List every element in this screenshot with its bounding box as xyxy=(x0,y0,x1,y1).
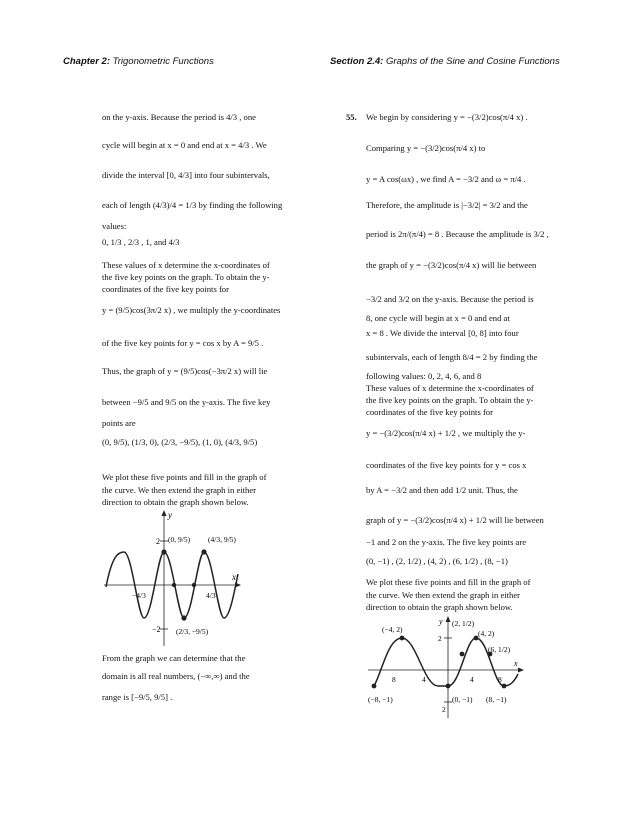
text-line: 0, 1/3 , 2/3 , 1, and 4/3 xyxy=(102,237,180,247)
text-line: (0, −1) , (2, 1/2) , (4, 2) , (6, 1/2) , (8, −1) xyxy=(366,556,508,566)
x-tick-label: 4 xyxy=(422,675,426,684)
text-line: subintervals, each of length 8/4 = 2 by finding the xyxy=(366,352,538,362)
x-tick-label: 4/3 xyxy=(206,591,216,600)
text-line: by A = −3/2 and then add 1/2 unit. Thus, the xyxy=(366,485,518,495)
key-point xyxy=(172,583,176,587)
x-tick-label: −4/3 xyxy=(132,591,146,600)
point-label: (0, −1) xyxy=(452,695,473,704)
text-line: 8, one cycle will begin at x = 0 and end at xyxy=(366,313,510,323)
text-line: cycle will begin at x = 0 and end at x = 4/3 . We xyxy=(102,140,267,150)
text-line: values: xyxy=(102,221,127,231)
y-axis-arrow xyxy=(446,616,451,622)
x-axis-label: x xyxy=(232,572,236,582)
y-tick-label: 2 xyxy=(442,705,446,714)
problem-number: 55. xyxy=(346,112,357,122)
text-line: We plot these five points and fill in the graph of xyxy=(366,577,531,587)
text-line: the curve. We then extend the graph in either xyxy=(366,590,521,600)
key-point xyxy=(460,652,465,657)
x-tick-label: 4 xyxy=(470,675,474,684)
text-line: each of length (4/3)/4 = 1/3 by finding the following xyxy=(102,200,283,210)
text-line: coordinates of the five key points for y = cos x xyxy=(366,460,527,470)
text-line: direction to obtain the graph shown below. xyxy=(102,497,249,507)
text-line: direction to obtain the graph shown below. xyxy=(366,602,513,612)
point-label: (8, −1) xyxy=(486,695,507,704)
text-line: divide the interval [0, 4/3] into four subintervals, xyxy=(102,170,270,180)
key-point xyxy=(192,583,196,587)
x-tick-label: 8 xyxy=(392,675,396,684)
text-line: the five key points on the graph. To obtain the y- xyxy=(366,395,534,405)
x-tick-label: 8 xyxy=(498,675,502,684)
text-line: on the y-axis. Because the period is 4/3 , one xyxy=(102,112,256,122)
point-label: (−8, −1) xyxy=(368,695,393,704)
chapter-title: Trigonometric Functions xyxy=(112,56,214,67)
text-line: following values: 0, 2, 4, 6, and 8 xyxy=(366,371,482,381)
y-tick-label: 2 xyxy=(438,634,442,643)
text-line: of the five key points for y = cos x by A = 9/5 . xyxy=(102,338,264,348)
point-label: (2/3, −9/5) xyxy=(176,627,209,636)
key-point xyxy=(446,684,451,689)
y-axis-label: y xyxy=(439,617,443,626)
text-line: the five key points on the graph. To obtain the y- xyxy=(102,272,270,282)
text-line: Thus, the graph of y = (9/5)cos(−3π/2 x) will lie xyxy=(102,366,268,376)
key-point xyxy=(201,549,206,554)
key-point xyxy=(372,684,377,689)
x-axis-label: x xyxy=(514,659,518,668)
text-line: These values of x determine the x-coordinates of xyxy=(102,260,270,270)
section-header xyxy=(330,56,560,67)
text-line: These values of x determine the x-coordinates of xyxy=(366,383,534,393)
y-axis-label: y xyxy=(168,510,172,520)
text-line: graph of y = −(3/2)cos(π/4 x) + 1/2 will lie between xyxy=(366,515,544,525)
text-line: We plot these five points and fill in the graph of xyxy=(102,472,267,482)
text-line: the graph of y = −(3/2)cos(π/4 x) will lie between xyxy=(366,260,537,270)
text-line: the curve. We then extend the graph in either xyxy=(102,485,257,495)
left-cosine-graph xyxy=(102,508,242,648)
y-tick-label: 2 xyxy=(156,537,160,546)
chapter-header xyxy=(63,56,214,67)
y-tick-label: −2 xyxy=(152,625,161,634)
text-line: y = −(3/2)cos(π/4 x) + 1/2 , we multiply the y- xyxy=(366,428,526,438)
x-axis-arrow xyxy=(518,668,524,673)
point-label: (6, 1/2) xyxy=(488,645,511,654)
text-line: coordinates of the five key points for xyxy=(366,407,493,417)
text-line: range is [−9/5, 9/5] . xyxy=(102,692,173,702)
text-line: Comparing y = −(3/2)cos(π/4 x) to xyxy=(366,143,486,153)
text-line: x = 8 . We divide the interval [0, 8] into four xyxy=(366,328,519,338)
text-line: y = (9/5)cos(3π/2 x) , we multiply the y-coordinates xyxy=(102,305,281,315)
text-line: y = A cos(ωx) , we find A = −3/2 and ω = π/4 . xyxy=(366,174,526,184)
text-line: domain is all real numbers, (−∞,∞) and the xyxy=(102,671,250,681)
text-line: Therefore, the amplitude is |−3/2| = 3/2 and the xyxy=(366,200,528,210)
key-point xyxy=(181,615,186,620)
section-title: Graphs of the Sine and Cosine Functions xyxy=(385,56,560,67)
text-line: coordinates of the five key points for xyxy=(102,284,229,294)
text-line: between −9/5 and 9/5 on the y-axis. The five key xyxy=(102,397,271,407)
text-line: We begin by considering y = −(3/2)cos(π/4 x) . xyxy=(366,112,528,122)
point-label: (0, 9/5) xyxy=(168,535,191,544)
point-label: (4/3, 9/5) xyxy=(208,535,236,544)
right-cosine-graph xyxy=(366,612,526,722)
point-label: (2, 1/2) xyxy=(452,619,475,628)
point-label: (−4, 2) xyxy=(382,625,403,634)
text-line: period is 2π/(π/4) = 8 . Because the amplitude is 3/2 , xyxy=(366,229,549,239)
y-axis-arrow xyxy=(162,510,167,516)
text-line: −3/2 and 3/2 on the y-axis. Because the period is xyxy=(366,294,534,304)
point-label: (4, 2) xyxy=(478,629,495,638)
section-label: Section 2.4: xyxy=(330,56,384,67)
text-line: −1 and 2 on the y-axis. The five key points are xyxy=(366,537,527,547)
text-line: From the graph we can determine that the xyxy=(102,653,246,663)
key-point xyxy=(502,684,507,689)
key-point xyxy=(400,636,405,641)
chapter-label: Chapter 2: xyxy=(63,56,110,67)
text-line: points are xyxy=(102,418,136,428)
text-line: (0, 9/5), (1/3, 0), (2/3, −9/5), (1, 0), (4/3, 9/5) xyxy=(102,437,258,447)
key-point xyxy=(161,549,166,554)
